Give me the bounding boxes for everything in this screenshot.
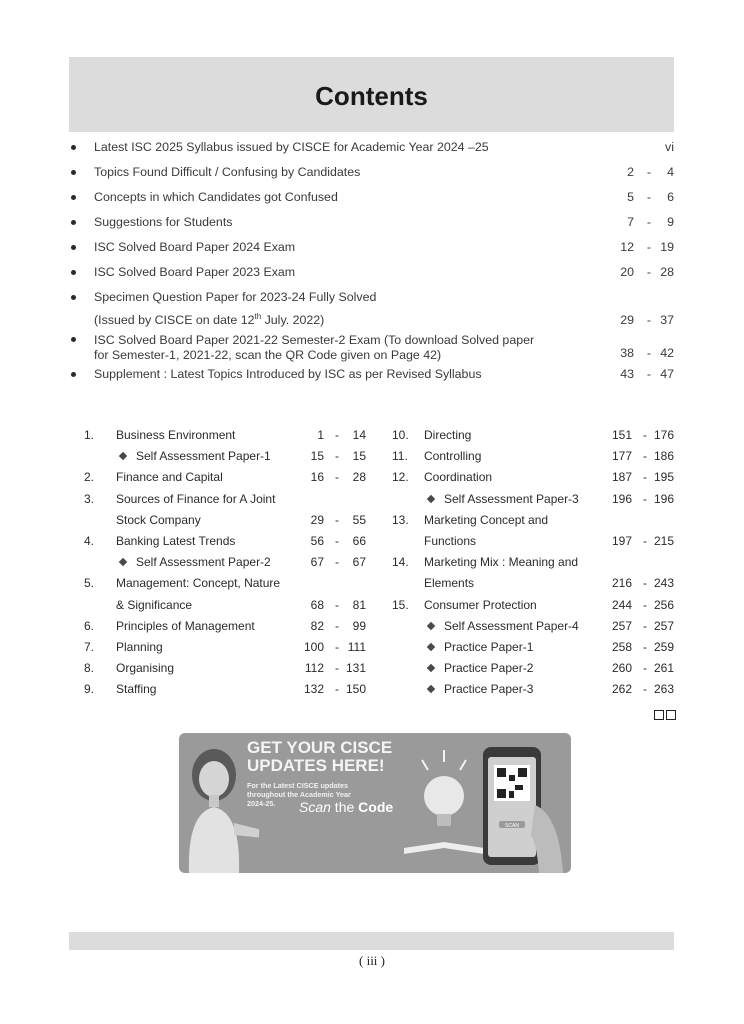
chapter-row: [84, 595, 366, 616]
chapter-sub-entry: [424, 489, 579, 510]
page-dash: -: [643, 618, 647, 633]
page-from: 100: [303, 639, 324, 654]
page-to: 28: [352, 470, 366, 485]
page-from: 15: [310, 449, 324, 464]
page-to: 263: [653, 682, 674, 697]
page-to: 257: [653, 618, 674, 633]
page-to: 55: [352, 512, 366, 527]
page-range: [594, 235, 674, 260]
page-dash: -: [335, 449, 339, 464]
chapter-number: 12.: [392, 470, 409, 485]
page-from: 16: [310, 470, 324, 485]
chapter-row: [392, 425, 674, 446]
page-dash: -: [643, 449, 647, 464]
chapter-row: [84, 425, 366, 446]
footer-band: [69, 932, 674, 950]
square-icon: [666, 710, 676, 720]
page-dash: -: [643, 682, 647, 697]
chapter-number: 15.: [392, 597, 409, 612]
banner-subtext-line: throughout the Academic Year: [247, 790, 351, 799]
chapter-number: 14.: [392, 555, 409, 570]
chapter-sub-entry: [424, 616, 579, 637]
page-dash: -: [335, 428, 339, 442]
page-from: 7: [627, 215, 634, 229]
page-dash: -: [335, 555, 339, 570]
chapter-column-left: [84, 425, 366, 700]
chapter-title: Finance and Capital: [116, 470, 223, 485]
page-from: 216: [611, 576, 632, 591]
page-dash: -: [335, 661, 339, 676]
chapter-sub-title: Practice Paper-1: [444, 639, 534, 654]
toc-entry-text: ISC Solved Board Paper 2023 Exam: [94, 265, 296, 279]
page-dash: -: [643, 491, 647, 506]
chapter-row: [84, 531, 366, 552]
page-dash: -: [335, 682, 339, 697]
chapter-row: [392, 637, 674, 658]
toc-row: [69, 285, 674, 310]
chapter-number: 13.: [392, 512, 409, 527]
page-to: 15: [352, 449, 366, 464]
chapter-number: 7.: [84, 639, 95, 654]
chapter-title: Consumer Protection: [424, 597, 537, 612]
page-dash: -: [335, 639, 339, 654]
chapter-title: Controlling: [424, 449, 482, 464]
toc-entry-text: Supplement : Latest Topics Introduced by ISC as per Revised Syllabus: [94, 367, 482, 381]
bullet-icon: [71, 295, 76, 300]
the-word: the: [330, 799, 359, 815]
toc-entry-line: ISC Solved Board Paper 2021-22 Semester-2 Exam (To download Solved paper: [94, 333, 535, 347]
page-to: 47: [660, 367, 674, 381]
toc-row: [69, 330, 674, 362]
bullet-icon: [71, 270, 76, 275]
page-from: 177: [611, 449, 632, 464]
page-range: [594, 185, 674, 210]
promo-banner[interactable]: [179, 733, 571, 873]
page-number-value: vi: [665, 140, 674, 154]
toc-entry-text: [94, 310, 584, 330]
chapter-row: [84, 467, 366, 488]
page-to: 99: [352, 618, 366, 633]
toc-row: [69, 260, 674, 285]
page-dash: -: [643, 470, 647, 485]
page-from: 43: [620, 367, 634, 381]
header-band: [69, 57, 674, 132]
page-to: 81: [352, 597, 366, 612]
banner-subtext-line: 2024-25.: [247, 799, 276, 808]
chapter-row: [84, 573, 366, 594]
page-from: 2: [627, 165, 634, 179]
chapter-title: Management: Concept, Nature: [116, 576, 281, 591]
chapter-row: [84, 510, 366, 531]
bullet-icon: [71, 195, 76, 200]
ordinal-suffix: th: [254, 311, 262, 321]
page-to: 150: [345, 682, 366, 697]
page-to: 215: [653, 533, 674, 548]
chapter-title: Sources of Finance for A Joint: [116, 491, 276, 506]
scan-the-code-text: [299, 799, 393, 815]
page-dash: -: [643, 428, 647, 442]
chapter-title: Directing: [424, 428, 472, 442]
bullet-icon: [71, 145, 76, 150]
page-to: 37: [660, 313, 674, 327]
chapter-row: [392, 510, 674, 531]
chapter-title: Principles of Management: [116, 618, 255, 633]
page-to: 19: [660, 240, 674, 254]
chapter-row: [392, 489, 674, 510]
chapter-row: [392, 467, 674, 488]
toc-row: [69, 135, 674, 160]
page-from: 20: [620, 265, 634, 279]
page-to: 261: [653, 661, 674, 676]
chapter-row: [392, 446, 674, 467]
page-to: 6: [667, 190, 674, 204]
page-dash: -: [646, 190, 651, 204]
page-to: 196: [653, 491, 674, 506]
chapter-number: 9.: [84, 682, 95, 697]
toc-row: [69, 185, 674, 210]
page-to: 42: [660, 346, 674, 360]
page-from: 12: [620, 240, 634, 254]
page-from: 67: [310, 555, 324, 570]
page-dash: -: [646, 215, 651, 229]
page-dash: -: [335, 618, 339, 633]
chapter-title: Coordination: [424, 470, 493, 485]
toc-row: [69, 362, 674, 387]
banner-subtext-line: For the Latest CISCE updates: [247, 781, 349, 790]
chapter-row: [84, 552, 366, 573]
chapter-number: 8.: [84, 661, 95, 676]
page-to: 176: [653, 428, 674, 442]
page-dash: -: [646, 367, 651, 381]
page-range: [594, 135, 674, 160]
bullet-icon: [71, 245, 76, 250]
page-dash: -: [643, 597, 647, 612]
page-from: 151: [611, 428, 632, 442]
page-dash: -: [646, 346, 651, 360]
page-to: 28: [660, 265, 674, 279]
toc-entry-text: [94, 333, 584, 363]
page-dash: -: [646, 165, 651, 179]
page-dash: -: [643, 576, 647, 591]
chapter-title: Business Environment: [116, 428, 236, 442]
toc-entry-line: for Semester-1, 2021-22, scan the QR Code given on Page 42): [94, 348, 442, 362]
diamond-bullet-icon: [427, 621, 435, 629]
toc-row: [69, 160, 674, 185]
square-icon: [654, 710, 664, 720]
chapter-row: [84, 489, 366, 510]
phone-qr-icon: [479, 745, 569, 873]
chapter-number: 3.: [84, 491, 95, 506]
chapter-row: [392, 552, 674, 573]
toc-row: [69, 235, 674, 260]
chapter-title: & Significance: [116, 597, 193, 612]
page-range: [594, 260, 674, 285]
page-dash: -: [646, 265, 651, 279]
chapter-sub-title: Self Assessment Paper-3: [444, 491, 579, 506]
page-from: 1: [317, 428, 324, 442]
diamond-bullet-icon: [427, 643, 435, 651]
chapter-number: 2.: [84, 470, 95, 485]
page-dash: -: [335, 470, 339, 485]
bullet-icon: [71, 372, 76, 377]
chapter-number: 1.: [84, 428, 95, 442]
chapter-sub-entry: [424, 658, 533, 679]
toc-list: [69, 135, 674, 387]
chapter-title: Organising: [116, 661, 175, 676]
page-range: [594, 362, 674, 387]
toc-entry-text: Concepts in which Candidates got Confused: [94, 190, 338, 204]
page-from: 258: [611, 639, 632, 654]
chapter-row: [84, 637, 366, 658]
page-from: 29: [310, 512, 324, 527]
chapter-column-right: [392, 425, 674, 700]
chapter-sub-entry: [116, 446, 271, 467]
banner-headline: [247, 739, 392, 775]
page-to: 256: [653, 597, 674, 612]
page-from: 29: [620, 313, 634, 327]
toc-row: [69, 210, 674, 235]
page-dash: -: [646, 240, 651, 254]
chapter-number: 11.: [392, 449, 408, 464]
chapter-number: 6.: [84, 618, 95, 633]
chapter-row: [392, 658, 674, 679]
diamond-bullet-icon: [119, 452, 127, 460]
page-from: 82: [310, 618, 324, 633]
toc-entry-text: Specimen Question Paper for 2023-24 Fully Solved: [94, 290, 377, 304]
toc-entry-part: July. 2022): [261, 313, 325, 327]
page-to: 14: [352, 428, 366, 442]
page-from: 257: [611, 618, 632, 633]
chapter-number: 10.: [392, 428, 409, 442]
chapter-sub-title: Practice Paper-3: [444, 682, 534, 697]
page-number: ( iii ): [359, 953, 385, 968]
chapter-row: [84, 679, 366, 700]
page-range: [594, 160, 674, 185]
page-to: 9: [667, 215, 674, 229]
scan-button-label: SCAN: [505, 823, 519, 829]
chapter-title: Planning: [116, 639, 163, 654]
page-from: 196: [611, 491, 632, 506]
page-to: 195: [653, 470, 674, 485]
chapter-row: [84, 616, 366, 637]
chapter-sub-title: Self Assessment Paper-4: [444, 618, 579, 633]
chapter-number: 4.: [84, 533, 95, 548]
chapter-number: 5.: [84, 576, 95, 591]
code-word: Code: [358, 799, 394, 815]
chapter-title: Functions: [424, 533, 477, 548]
chapter-sub-title: Self Assessment Paper-1: [136, 449, 271, 464]
diamond-bullet-icon: [119, 558, 127, 566]
chapter-sub-title: Practice Paper-2: [444, 661, 534, 676]
page-to: 131: [345, 661, 366, 676]
chapter-row: [392, 573, 674, 594]
page-to: 243: [653, 576, 674, 591]
toc-entry-part: (Issued by CISCE on date 12: [94, 313, 255, 327]
banner-headline-line: UPDATES HERE!: [247, 756, 385, 775]
page-to: 66: [352, 533, 366, 548]
page-range: [594, 210, 674, 235]
chapter-sub-title: Self Assessment Paper-2: [136, 555, 271, 570]
chapter-row: [392, 616, 674, 637]
chapter-row: [84, 446, 366, 467]
diamond-bullet-icon: [427, 664, 435, 672]
page-from: 38: [620, 346, 634, 360]
chapter-row: [392, 679, 674, 700]
page-title: Contents: [315, 81, 428, 111]
diamond-bullet-icon: [427, 494, 435, 502]
page-from: 68: [310, 597, 324, 612]
chapter-sub-entry: [424, 637, 533, 658]
lightbulb-book-icon: [404, 748, 484, 858]
page-from: 112: [304, 661, 324, 676]
chapter-sub-entry: [424, 679, 533, 700]
chapter-row: [392, 531, 674, 552]
page-to: 67: [352, 555, 366, 570]
chapter-sub-entry: [116, 552, 271, 573]
chapter-title: Stock Company: [116, 512, 201, 527]
page-from: 244: [611, 597, 632, 612]
diamond-bullet-icon: [427, 685, 435, 693]
page-dash: -: [335, 533, 339, 548]
bullet-icon: [71, 170, 76, 175]
toc-entry-text: Latest ISC 2025 Syllabus issued by CISCE for Academic Year 2024 –25: [94, 140, 489, 154]
chapter-title: Marketing Mix : Meaning and: [424, 555, 579, 570]
end-marker: [652, 707, 676, 725]
toc-entry-text: Topics Found Difficult / Confusing by Candidates: [94, 165, 361, 179]
page-from: 187: [611, 470, 632, 485]
page-dash: -: [646, 313, 651, 327]
page-from: 5: [627, 190, 634, 204]
chapter-title: Marketing Concept and: [424, 512, 549, 527]
banner-headline-line: GET YOUR CISCE: [247, 738, 393, 757]
chapter-row: [84, 658, 366, 679]
page-to: 186: [653, 449, 674, 464]
scan-word: Scan: [299, 799, 331, 815]
page-from: 260: [611, 661, 632, 676]
page-to: 111: [347, 639, 366, 654]
chapter-title: Staffing: [116, 682, 157, 697]
page-dash: -: [643, 639, 647, 654]
toc-row: [69, 310, 674, 330]
page-from: 132: [303, 682, 324, 697]
chapter-row: [392, 595, 674, 616]
page-dash: -: [335, 512, 339, 527]
page-dash: -: [643, 533, 647, 548]
chapter-title: Elements: [424, 576, 475, 591]
bullet-icon: [71, 337, 76, 342]
page-dash: -: [335, 597, 339, 612]
page-dash: -: [643, 661, 647, 676]
toc-entry-text: ISC Solved Board Paper 2024 Exam: [94, 240, 296, 254]
chapter-title: Banking Latest Trends: [116, 533, 236, 548]
page-from: 262: [611, 682, 632, 697]
toc-entry-text: Suggestions for Students: [94, 215, 233, 229]
bullet-icon: [71, 220, 76, 225]
page-to: 4: [667, 165, 674, 179]
page-from: 197: [611, 533, 632, 548]
page-to: 259: [653, 639, 674, 654]
page-from: 56: [310, 533, 324, 548]
